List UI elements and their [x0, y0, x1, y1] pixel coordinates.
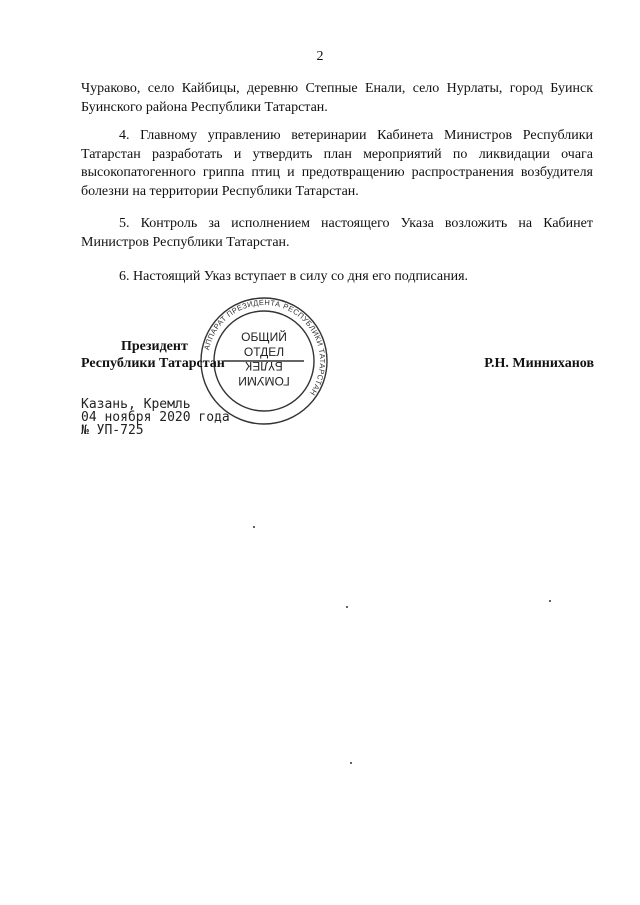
seal-text-line2: ОТДЕЛ [243, 345, 285, 359]
scan-speck [350, 762, 352, 764]
seal-text-line3: БҮЛЕК [245, 359, 283, 373]
svg-text:АППАРАТ ПРЕЗИДЕНТА РЕСПУБЛИКИ: АППАРАТ ПРЕЗИДЕНТА РЕСПУБЛИКИ ТАТАРСТАН [202, 297, 328, 398]
paragraph-item-4: 4. Главному управлению ветеринарии Кабинета Министров Республики Татарстан разработать и утвердить план мероприятий по ликвидации очага высокопатогенного гриппа птиц и предотвращению распространения возбудителя болезни на территории Республики Татарстан. [81, 128, 593, 199]
scan-speck [346, 606, 348, 608]
seal-text-line4: ГОМУМИ [238, 374, 290, 388]
seal-text-line1: ОБЩИЙ [241, 330, 287, 344]
signing-date: 04 ноября 2020 года [81, 410, 230, 425]
page-number: 2 [316, 49, 324, 64]
paragraph-item-6: 6. Настоящий Указ вступает в силу со дня его подписания. [119, 269, 469, 284]
signing-place: Казань, Кремль [81, 397, 191, 412]
paragraph-item-5: 5. Контроль за исполнением настоящего Указа возложить на Кабинет Министров Республики Татарстан. [81, 216, 593, 250]
signatory-title-line1: Президент [121, 339, 188, 354]
scan-speck [253, 526, 255, 528]
signatory-name: Р.Н. Минниханов [484, 356, 594, 371]
decree-number: № УП-725 [81, 423, 144, 438]
scan-speck [549, 600, 551, 602]
signatory-title-line2: Республики Татарстан [81, 356, 225, 371]
paragraph-continuation: Чураково, село Кайбицы, деревню Степные Енали, село Нурлаты, город Буинск Буинского района Республики Татарстан. [81, 81, 593, 115]
